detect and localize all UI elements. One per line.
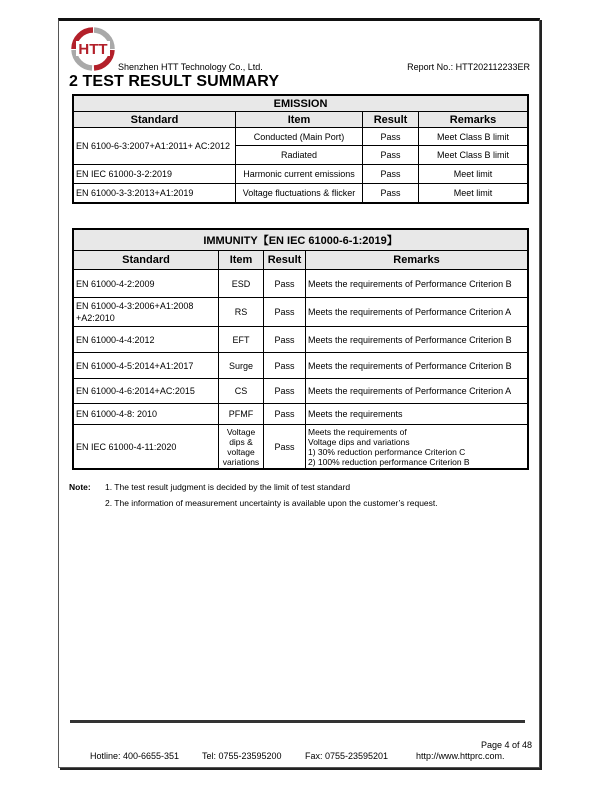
column-header-standard: Standard [74,251,219,270]
report-number: Report No.: HTT202112233ER [407,62,530,72]
hotline: Hotline: 400-6655-351 [90,751,180,761]
standard-cell: EN 61000-3-3:2013+A1:2019 [74,184,236,203]
table-row [74,353,528,379]
remarks-line: Meets the requirements of [308,426,407,437]
result-cell: Pass [264,327,306,353]
table-row [74,404,528,425]
table-row [74,128,528,146]
remarks-cell: Meets the requirements of Performance Criterion A [306,298,528,327]
item-cell: CS [219,379,264,404]
standard-cell: EN IEC 61000-4-11:2020 [74,425,219,469]
result-cell: Pass [363,128,419,146]
note-label: Note: [69,482,91,492]
remarks-cell: Meets the requirements of Performance Criterion B [306,270,528,298]
company-name: Shenzhen HTT Technology Co., Ltd. [118,62,263,72]
item-cell: Voltage fluctuations & flicker [236,184,363,203]
column-header-result: Result [363,112,419,128]
result-cell: Pass [264,425,306,469]
standard-cell: EN 61000-4-3:2006+A1:2008 +A2:2010 [74,298,219,327]
result-cell: Pass [363,184,419,203]
item-cell: Voltage dips & voltage variations [219,425,264,469]
result-cell: Pass [264,404,306,425]
result-cell: Pass [264,298,306,327]
website-link[interactable]: http://www.httprc.com. [416,751,505,761]
table-row [74,165,528,184]
result-cell: Pass [264,379,306,404]
immunity-title: IMMUNITY【EN IEC 61000-6-1:2019】 [74,230,528,251]
remarks-cell: Meets the requirements of Performance Criterion B [306,327,528,353]
table-row [74,379,528,404]
standard-cell: EN 6100-6-3:2007+A1:2011+ AC:2012 [74,128,236,165]
footer-divider [70,720,525,723]
remarks-cell: Meets the requirements [306,404,528,425]
result-cell: Pass [264,353,306,379]
column-header-remarks: Remarks [306,251,528,270]
column-header-result: Result [264,251,306,270]
remarks-line: 2) 100% reduction performance Criterion B [308,456,470,467]
result-cell: Pass [264,270,306,298]
item-cell: PFMF [219,404,264,425]
column-header-remarks: Remarks [419,112,528,128]
item-cell: Conducted (Main Port) [236,128,363,146]
standard-cell: EN 61000-4-8: 2010 [74,404,219,425]
table-row [74,270,528,298]
result-cell: Pass [363,146,419,165]
remarks-line: Voltage dips and variations [308,436,410,447]
remarks-cell: Meet Class B limit [419,146,528,165]
note-item: 2. The information of measurement uncertainty is available upon the customer’s request. [105,498,438,508]
item-cell: Radiated [236,146,363,165]
note-item: 1. The test result judgment is decided by the limit of test standard [105,482,351,492]
table-row [74,425,528,469]
emission-title: EMISSION [74,96,528,112]
remarks-cell: Meet Class B limit [419,128,528,146]
remarks-cell: Meet limit [419,184,528,203]
remarks-cell: Meets the requirements of Performance Criterion A [306,379,528,404]
remarks-cell: Meets the requirements of Performance Criterion B [306,353,528,379]
svg-text:HTT: HTT [78,41,108,58]
item-cell: EFT [219,327,264,353]
item-cell: Surge [219,353,264,379]
remarks-line: 1) 30% reduction performance Criterion C [308,446,466,457]
section-title: 2 TEST RESULT SUMMARY [69,73,280,90]
remarks-cell [306,425,528,469]
standard-cell: EN 61000-4-2:2009 [74,270,219,298]
fax: Fax: 0755-23595201 [305,751,389,761]
telephone: Tel: 0755-23595200 [202,751,282,761]
item-cell: ESD [219,270,264,298]
item-cell: RS [219,298,264,327]
page-number: Page 4 of 48 [480,740,532,750]
column-header-item: Item [219,251,264,270]
standard-cell: EN IEC 61000-3-2:2019 [74,165,236,184]
standard-cell: EN 61000-4-5:2014+A1:2017 [74,353,219,379]
result-cell: Pass [363,165,419,184]
column-header-item: Item [236,112,363,128]
table-row [74,298,528,327]
table-row [74,184,528,203]
standard-cell: EN 61000-4-4:2012 [74,327,219,353]
item-cell: Harmonic current emissions [236,165,363,184]
table-row [74,327,528,353]
emission-table [73,95,528,203]
htt-logo-icon [70,26,116,72]
column-header-standard: Standard [74,112,236,128]
remarks-cell: Meet limit [419,165,528,184]
standard-cell: EN 61000-4-6:2014+AC:2015 [74,379,219,404]
immunity-table [73,229,528,469]
